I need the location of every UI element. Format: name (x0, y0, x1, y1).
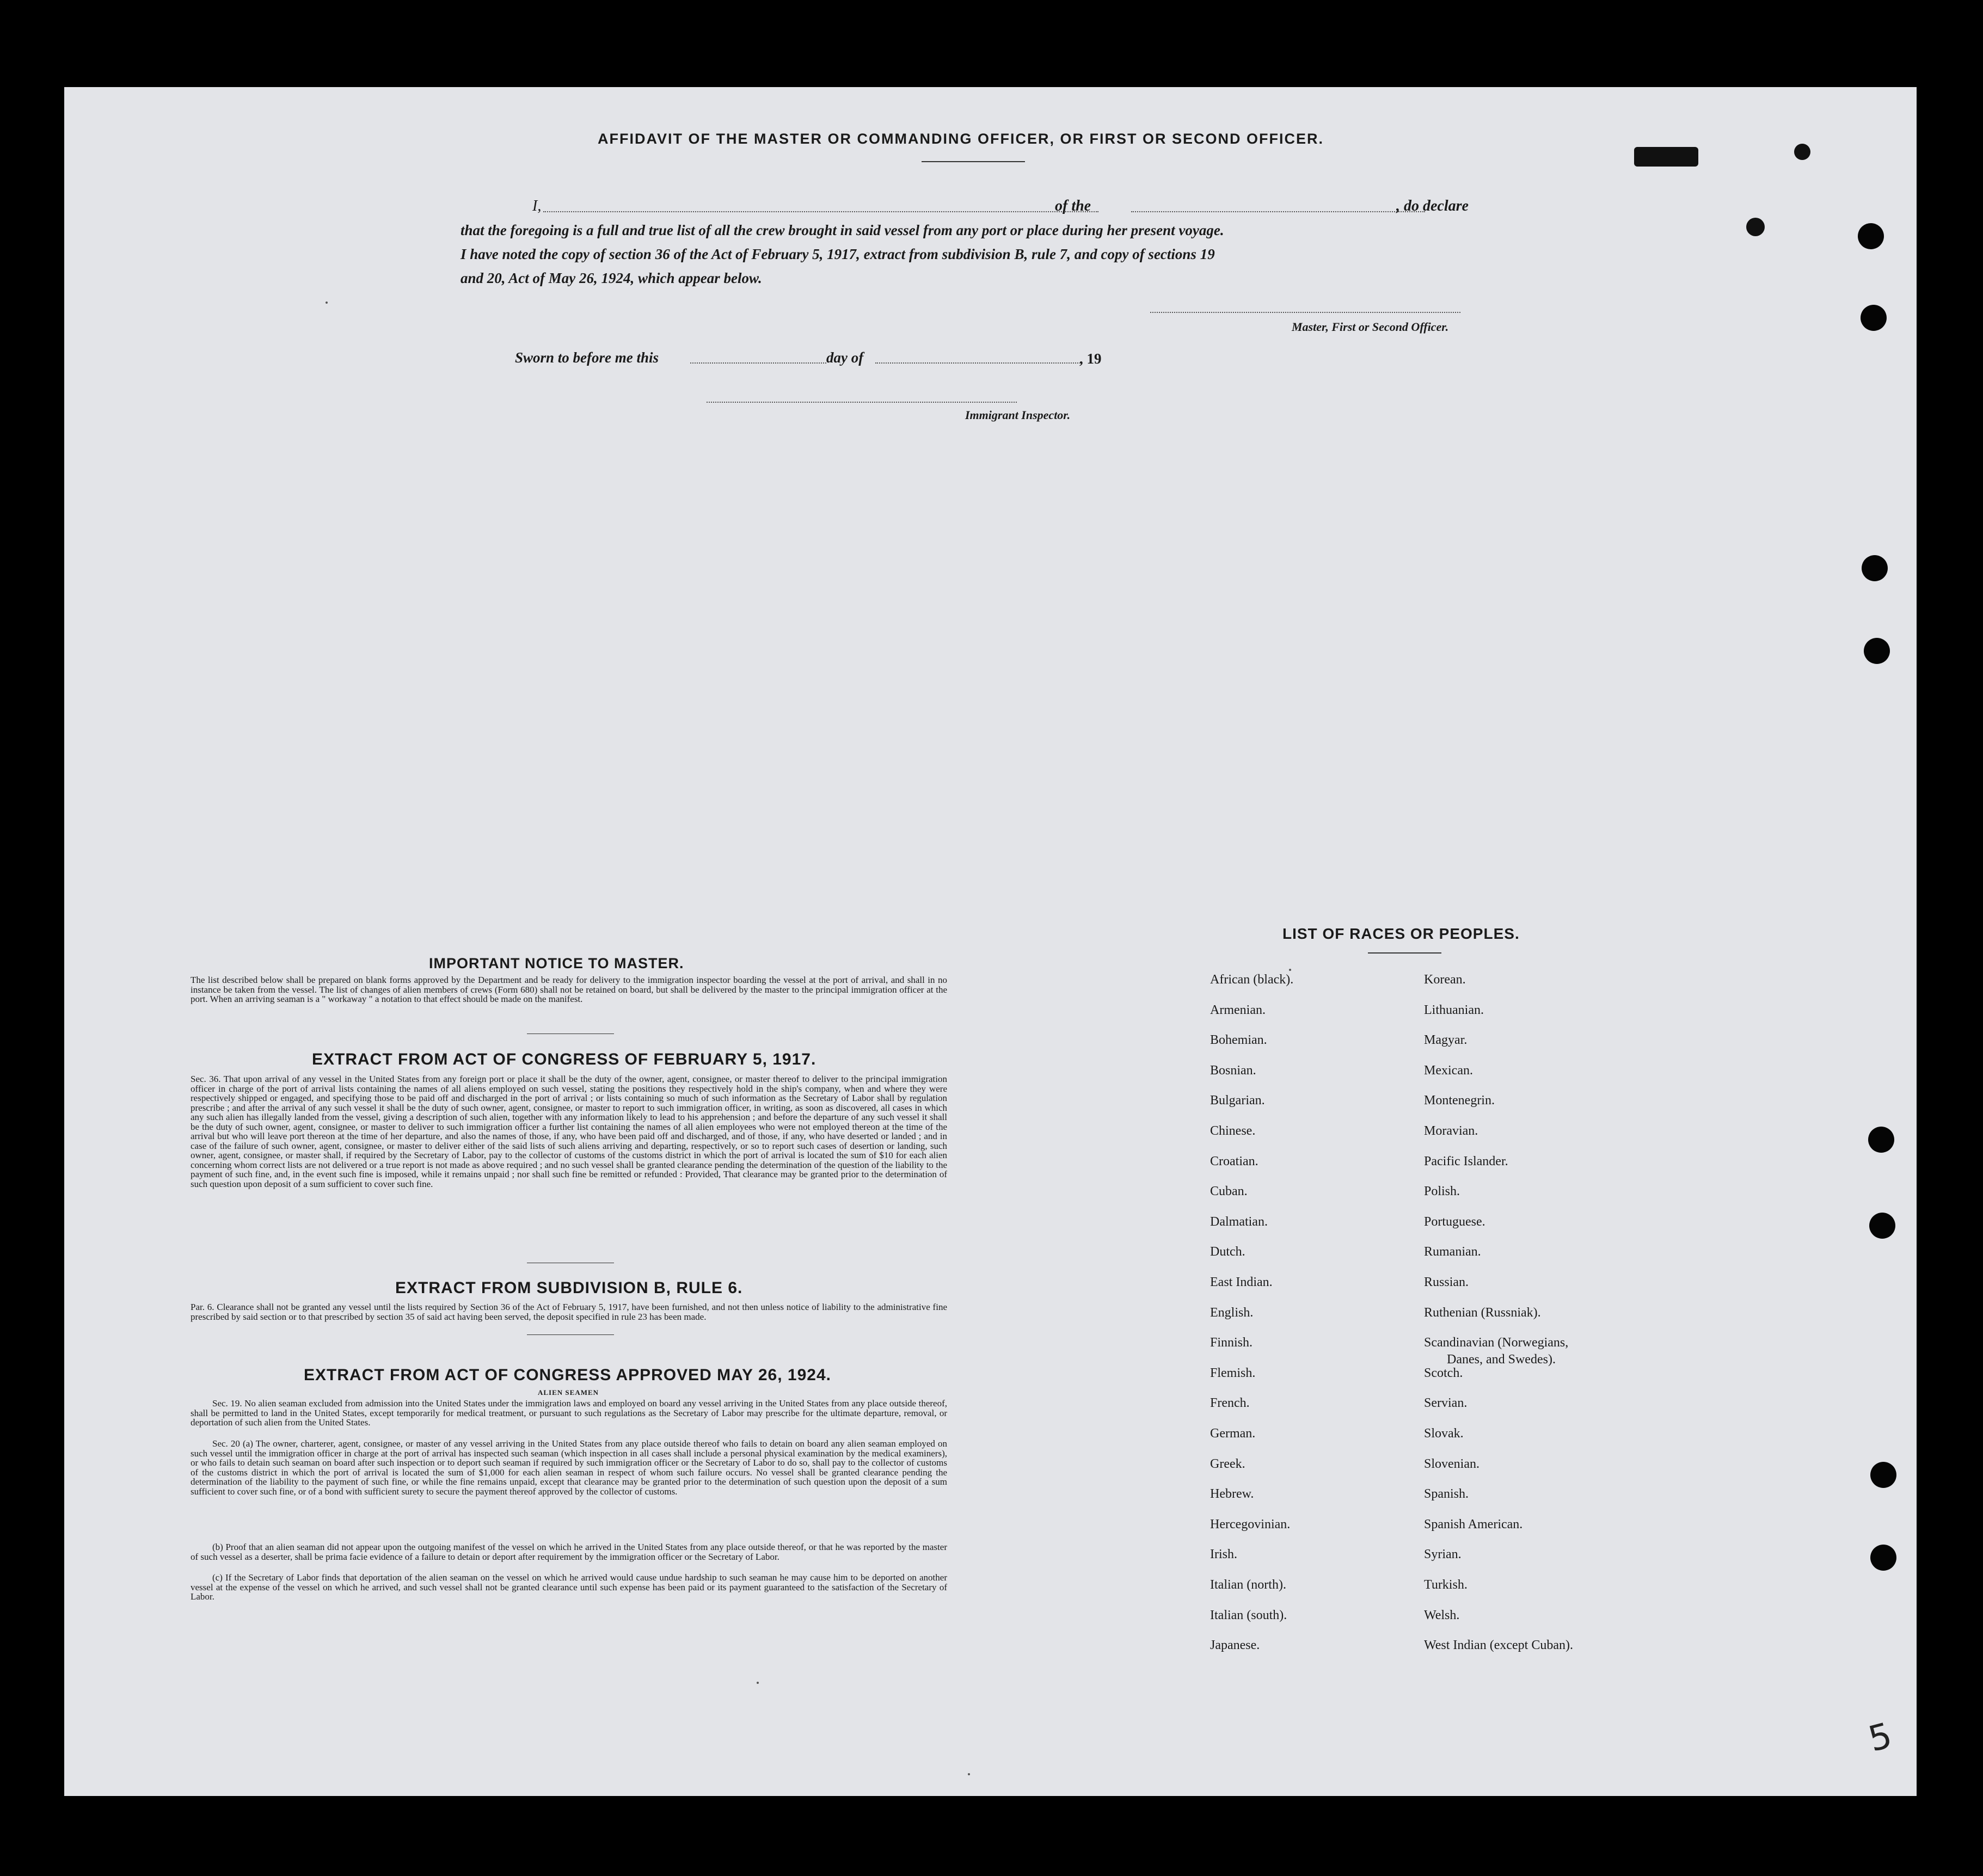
race-item: Hercegovinian. (1210, 1517, 1291, 1531)
race-item: Turkish. (1424, 1578, 1468, 1592)
speck (968, 1773, 970, 1775)
extract-1924-sec20c: (c) If the Secretary of Labor finds that deportation of the alien seaman on the vessel on which he arrived would cause undue hardship to such seaman he may cause him to be deported on another vessel at the expense of the vessel on which he arrived, and such vessel shall not be granted clearance until such expense has been paid or its payment guaranteed to the satisfaction of the Secretary of Labor. (191, 1572, 947, 1602)
punch-hole (1861, 305, 1887, 331)
affidavit-declare-label: , do declare (1396, 198, 1469, 214)
race-item: Mexican. (1424, 1063, 1473, 1078)
affidavit-of-the-label: of the (1055, 198, 1091, 214)
race-item: Welsh. (1424, 1608, 1460, 1622)
race-item: French. (1210, 1396, 1250, 1410)
race-item: Russian. (1424, 1275, 1469, 1289)
extract-subdivision-body: Par. 6. Clearance shall not be granted any vessel until the lists required by Section 36 of the Act of February 5, 1917, have been furnished, and not then unless notice of liability to the administrative fine prescribed by said section or to that prescribed by section 35 of said act having been served, the deposit specified in rule 23 has been made. (191, 1302, 947, 1322)
race-item: Japanese. (1210, 1638, 1260, 1652)
race-item: Magyar. (1424, 1033, 1468, 1047)
page-number-mark: 5 (1864, 1715, 1896, 1761)
punch-hole (1858, 223, 1884, 249)
speck (326, 302, 328, 304)
year-label: , 19 (1079, 350, 1102, 367)
race-item: Moravian. (1424, 1124, 1478, 1138)
affidavit-text-line1: that the foregoing is a full and true list of all the crew brought in said vessel from any port or place during her present voyage. (461, 222, 1224, 238)
race-item: Korean. (1424, 973, 1466, 987)
race-item: Scandinavian (Norwegians, (1424, 1336, 1569, 1350)
race-item: Finnish. (1210, 1336, 1253, 1350)
affidavit-text-line2: I have noted the copy of section 36 of the Act of February 5, 1917, extract from subdivision B, rule 7, and copy of sections 19 (461, 246, 1215, 262)
race-item: Rumanian. (1424, 1245, 1481, 1259)
punch-hole (1870, 1462, 1896, 1488)
race-item: Ruthenian (Russniak). (1424, 1306, 1541, 1320)
race-item: Irish. (1210, 1547, 1237, 1561)
race-item: Slovak. (1424, 1426, 1464, 1441)
races-title: LIST OF RACES OR PEOPLES. (1282, 925, 1520, 942)
race-item: Bohemian. (1210, 1033, 1267, 1047)
race-item: Flemish. (1210, 1366, 1256, 1380)
name-blank[interactable] (543, 211, 1098, 212)
document-page (64, 87, 1917, 1796)
extract-1917-body: Sec. 36. That upon arrival of any vessel in the United States from any foreign port or place it shall be the duty of the owner, agent, consignee, or master thereof to deliver to the principal immigration officer in charge of the port of arrival lists containing the names of all aliens employed on such vessel, stating the positions they respectively hold in the ship's company, when and where they were respectively shipped or engaged, and specifying those to be paid off and discharged in the port of arrival ; or lists containing so much of such information as the Secretary of Labor shall by regulation prescribe ; and after the arrival of any such vessel it shall be the duty of such owner, agent, consignee, or master to report to such immigration officer, in writing, as soon as discovered, all cases in which any such alien has illegally landed from the vessel, giving a description of such alien, together with any information likely to lead to his apprehension ; and before the departure of any such vessel it shall be the duty of such owner, agent, consignee, or master to deliver to such immigration officer a further list containing the names of all alien employees who were not employed thereon at the time of the arrival but who will leave port thereon at the time of her departure, and also the names of those, if any, who have been paid off and discharged, and of those, if any, who have deserted or landed ; and in case of the failure of such owner, agent, consignee, or master to deliver either of the said lists of such aliens arriving and departing, respectively, or so to report such cases of desertion or landing, such owner, agent, consignee, or master shall, if required by the Secretary of Labor, pay to the collector of customs of the customs district in which the port of arrival is located the sum of $10 for each alien concerning whom correct lists are not delivered or a true report is not made as above required ; and no such vessel shall be granted clearance pending the determination of the question of the liability to the payment of such fine, and, in the event such fine is imposed, while it remains unpaid ; nor shall such fine be remitted or refunded : Provided, That clearance may be granted prior to the determination of such question upon deposit of a sum sufficient to cover such fine. (191, 1074, 947, 1189)
race-item: Scotch. (1424, 1366, 1463, 1380)
race-item: Greek. (1210, 1457, 1245, 1471)
stain-mark (1746, 218, 1765, 236)
extract-1924-title: EXTRACT FROM ACT OF CONGRESS APPROVED MAY 26, 1924. (304, 1366, 831, 1384)
divider (922, 161, 1025, 162)
divider (1368, 952, 1441, 954)
speck (757, 1682, 759, 1684)
punch-hole (1868, 1127, 1894, 1153)
race-item: African (black). (1210, 973, 1294, 987)
race-item: Chinese. (1210, 1124, 1256, 1138)
master-signature-label: Master, First or Second Officer. (1292, 320, 1449, 334)
race-item: Montenegrin. (1424, 1093, 1495, 1108)
race-item: Syrian. (1424, 1547, 1462, 1561)
race-item: Italian (north). (1210, 1578, 1286, 1592)
race-item-scandinavian-cont: Danes, and Swedes). (1447, 1352, 1556, 1367)
day-of-label: day of (826, 349, 864, 366)
race-item: Italian (south). (1210, 1608, 1287, 1622)
sworn-label: Sworn to before me this (515, 349, 659, 366)
affidavit-i-label: I, (532, 198, 542, 214)
inspector-label: Immigrant Inspector. (965, 408, 1071, 422)
race-item: Polish. (1424, 1184, 1460, 1198)
race-item: West Indian (except Cuban). (1424, 1638, 1573, 1652)
punch-hole (1869, 1213, 1895, 1239)
race-item: English. (1210, 1306, 1254, 1320)
extract-1924-sec20a: Sec. 20 (a) The owner, charterer, agent, consignee, or master of any vessel arriving in the United States from any place outside thereof who fails to detain on board any alien seaman employed on such vessel until the immigration officer in charge at the port of arrival has inspected such seaman (which inspection in all cases shall include a personal physical examination by the medical examiners), or who fails to detain such seaman on board after such inspection or to deport such seaman if required by such immigration officer or the Secretary of Labor to do so, shall pay to the collector of customs of the customs district in which the port of arrival is located the sum of $1,000 for each alien seaman in respect of whom such failure occurs. No vessel shall be granted clearance pending the determination of the liability to the payment of such fine, or while the fine remains unpaid, except that clearance may be granted prior to the determination of such question upon the deposit of a sum sufficient to cover such fine, or of a bond with sufficient surety to secure the payment thereof approved by the collector of customs. (191, 1438, 947, 1497)
race-item: Bulgarian. (1210, 1093, 1265, 1108)
extract-1917-title: EXTRACT FROM ACT OF CONGRESS OF FEBRUARY 5, 1917. (312, 1050, 816, 1068)
race-item: Spanish American. (1424, 1517, 1523, 1531)
stain-mark (1634, 147, 1698, 167)
race-item: Croatian. (1210, 1154, 1258, 1168)
notice-title: IMPORTANT NOTICE TO MASTER. (429, 955, 684, 971)
notice-body: The list described below shall be prepared on blank forms approved by the Department and be ready for delivery to the immigration inspector boarding the vessel at the port of arrival, and shall in no instance be taken from the vessel. The list of changes of alien members of crews (Form 680) shall not be retained on board, but shall be delivered by the master to the principal immigration officer at the port. When an arriving seaman is a " workaway " a notation to that effect should be made on the manifest. (191, 975, 947, 1004)
race-item: Bosnian. (1210, 1063, 1256, 1078)
race-item: East Indian. (1210, 1275, 1273, 1289)
race-item: Lithuanian. (1424, 1003, 1484, 1017)
punch-hole (1864, 638, 1890, 664)
extract-1924-sec19: Sec. 19. No alien seaman excluded from admission into the United States under the immigration laws and employed on board any vessel arriving in the United States from any place outside thereof, shall be permitted to land in the United States, except temporarily for medical treatment, or pursuant to such regulations as the Secretary of Labor may prescribe for the ultimate departure, removal, or deportation of such alien from the United States. (191, 1398, 947, 1428)
sworn-day-blank[interactable] (690, 362, 826, 364)
affidavit-text-line3: and 20, Act of May 26, 1924, which appear below. (461, 270, 762, 286)
extract-1924-sec20b: (b) Proof that an alien seaman did not appear upon the outgoing manifest of the vessel on which he arrived in the United States from any place outside thereof, or that he was reported by the master of such vessel as a deserter, shall be prima facie evidence of a failure to detain or deport after requirement by the immigration officer or the Secretary of Labor. (191, 1542, 947, 1562)
sworn-month-blank[interactable] (875, 362, 1082, 364)
affidavit-title: AFFIDAVIT OF THE MASTER OR COMMANDING OFFICER, OR FIRST OR SECOND OFFICER. (598, 131, 1324, 147)
race-item: Slovenian. (1424, 1457, 1479, 1471)
extract-1924-subtitle: ALIEN SEAMEN (538, 1388, 599, 1397)
race-item: Spanish. (1424, 1487, 1469, 1501)
vessel-blank[interactable] (1131, 211, 1425, 212)
master-signature-line[interactable] (1150, 312, 1460, 313)
divider (527, 1334, 614, 1335)
punch-hole (1870, 1545, 1896, 1571)
extract-subdivision-title: EXTRACT FROM SUBDIVISION B, RULE 6. (395, 1279, 743, 1297)
race-item: Servian. (1424, 1396, 1468, 1410)
race-item: Dutch. (1210, 1245, 1245, 1259)
race-item: Dalmatian. (1210, 1215, 1268, 1229)
race-item: Pacific Islander. (1424, 1154, 1508, 1168)
inspector-signature-line[interactable] (707, 402, 1017, 403)
race-item: Armenian. (1210, 1003, 1266, 1017)
race-item: Cuban. (1210, 1184, 1248, 1198)
stain-mark (1794, 144, 1810, 160)
speck (1289, 969, 1291, 971)
race-item: Portuguese. (1424, 1215, 1485, 1229)
race-item: German. (1210, 1426, 1256, 1441)
race-item: Hebrew. (1210, 1487, 1254, 1501)
punch-hole (1862, 555, 1888, 581)
